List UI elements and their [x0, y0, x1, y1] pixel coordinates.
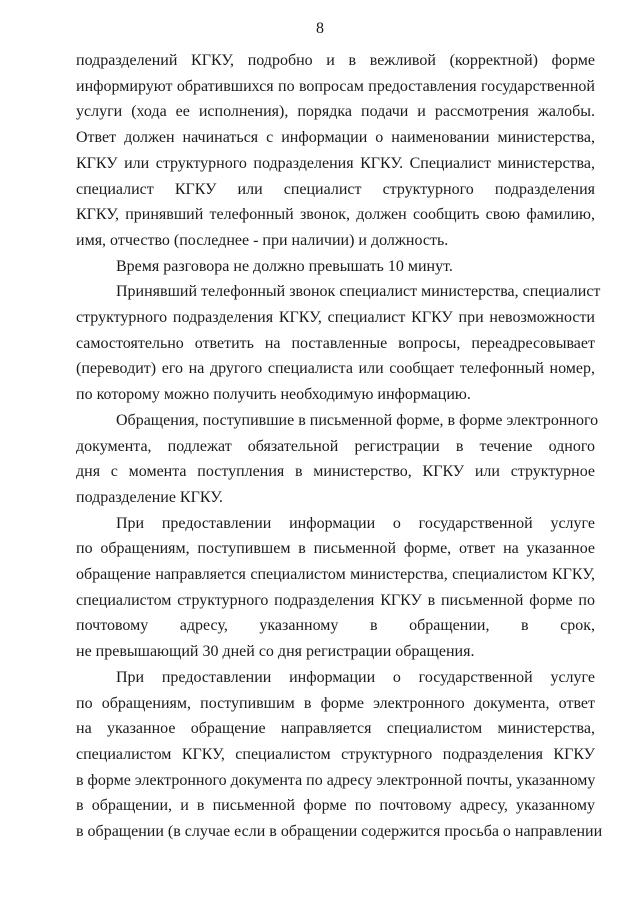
- text-line: Принявший телефонный звонок специалист министерства, специалист: [116, 283, 601, 301]
- text-line: документа, подлежат обязательной регистрации в течение одного: [76, 437, 595, 455]
- text-line: подразделений КГКУ, подробно и в вежливой (корректной) форме: [76, 52, 595, 69]
- text-line: самостоятельно ответить на поставленные вопросы, переадресовывает: [76, 334, 595, 352]
- text-line: в форме электронного документа по адресу электронной почты, указанному: [76, 771, 596, 789]
- text-line: подразделение КГКУ.: [76, 488, 223, 506]
- text-line: по которому можно получить необходимую информацию.: [76, 386, 471, 404]
- paragraph: [76, 408, 599, 511]
- text-line: При предоставлении информации о государственной услуге: [116, 668, 595, 686]
- text-line: имя, отчество (последнее - при наличии) и должность.: [76, 231, 449, 249]
- text-line: структурного подразделения КГКУ, специалист КГКУ при невозможности: [76, 309, 595, 327]
- text-line: Время разговора не должно превышать 10 минут.: [116, 257, 453, 275]
- paragraph: [76, 279, 601, 408]
- page-number: 8: [316, 20, 324, 37]
- text-line: специалистом структурного подразделения КГКУ в письменной форме по: [76, 591, 595, 609]
- text-line: Ответ должен начинаться с информации о наименовании министерства,: [76, 129, 595, 147]
- text-line: почтовому адресу, указанному в обращении, в срок,: [76, 617, 595, 635]
- text-line: КГКУ, принявший телефонный звонок, должен сообщить свою фамилию,: [76, 206, 595, 224]
- text-line: При предоставлении информации о государственной услуге: [116, 514, 595, 532]
- text-line: не превышающий 30 дней со дня регистрации обращения.: [76, 643, 475, 661]
- paragraph: [76, 48, 595, 254]
- text-line: дня с момента поступления в министерство, КГКУ или структурное: [76, 463, 595, 481]
- text-line: по обращениям, поступившем в письменной форме, ответ на указанное: [76, 540, 595, 558]
- text-line: услуги (хода ее исполнения), порядка подачи и рассмотрения жалобы.: [76, 103, 595, 121]
- text-line: (переводит) его на другого специалиста или сообщает телефонный номер,: [76, 360, 595, 378]
- text-line: в обращении (в случае если в обращении содержится просьба о направлении: [76, 823, 603, 841]
- text-line: КГКУ или структурного подразделения КГКУ. Специалист министерства,: [76, 154, 595, 172]
- text-line: специалист КГКУ или специалист структурного подразделения: [76, 180, 595, 198]
- document-body: [76, 48, 603, 845]
- paragraph: [76, 511, 595, 665]
- text-line: Обращения, поступившие в письменной форме, в форме электронного: [116, 411, 599, 429]
- paragraph: [76, 665, 603, 845]
- paragraph: [76, 254, 595, 280]
- text-line: на указанное обращение направляется специалистом министерства,: [76, 720, 595, 738]
- text-line: специалистом КГКУ, специалистом структурного подразделения КГКУ: [76, 745, 595, 763]
- text-line: в обращении, и в письменной форме по почтовому адресу, указанному: [76, 797, 595, 815]
- text-line: информируют обратившихся по вопросам предоставления государственной: [76, 77, 595, 95]
- text-line: обращение направляется специалистом министерства, специалистом КГКУ,: [76, 566, 595, 584]
- text-line: по обращениям, поступившим в форме электронного документа, ответ: [76, 694, 595, 712]
